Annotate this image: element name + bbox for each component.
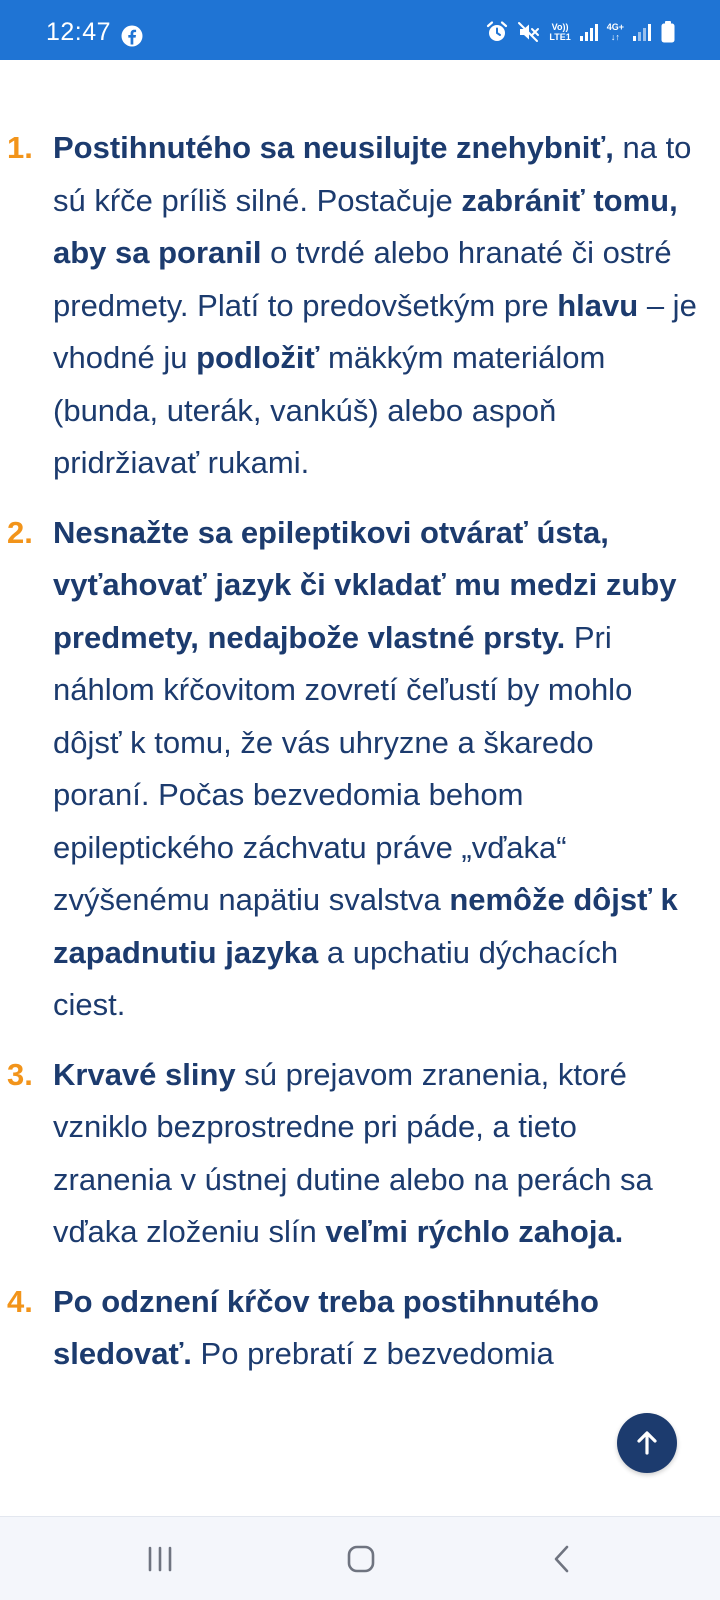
list-item-text — [53, 515, 678, 1023]
bold-text-segment: Nesnažte sa epileptikovi otvárať ústa, vyťahovať jazyk či vkladať mu medzi zuby predmety, nedajbože vlastné prsty. — [53, 514, 677, 655]
bold-text-segment: zabrániť tomu, aby sa poranil — [53, 182, 678, 270]
scroll-to-top-button[interactable] — [617, 1413, 677, 1473]
mute-icon — [517, 20, 541, 44]
facebook-notification-icon — [121, 25, 143, 47]
volte-top-label: Vo)) — [551, 22, 569, 32]
list-item — [0, 1276, 720, 1381]
recents-icon — [145, 1544, 175, 1574]
back-icon — [547, 1544, 577, 1574]
status-time: 12:47 — [46, 18, 112, 46]
article-content — [0, 60, 720, 1516]
text-segment: – je vhodné ju — [53, 287, 697, 375]
back-button[interactable] — [532, 1537, 592, 1581]
list-item-number: 4. — [7, 1283, 33, 1319]
list-item-number: 1. — [7, 130, 33, 165]
first-aid-list — [0, 122, 720, 1398]
list-item-number: 2. — [7, 514, 33, 550]
text-segment: Po prebratí z bezvedomia — [191, 1336, 554, 1371]
bold-text-segment: veľmi rýchlo zahoja. — [325, 1214, 624, 1249]
status-bar — [0, 0, 720, 60]
list-item-text — [53, 1057, 653, 1250]
bold-text-segment: Krvavé sliny — [53, 1056, 236, 1092]
list-item-number: 3. — [7, 1056, 33, 1092]
battery-icon — [660, 20, 676, 44]
bold-text-segment: podložiť — [196, 340, 320, 375]
bold-text-segment: hlavu — [557, 287, 639, 323]
arrow-up-icon — [632, 1428, 662, 1458]
signal-strength-2-icon — [632, 22, 652, 42]
text-segment: mäkkým materiálom (bunda, uterák, vankúš) alebo aspoň pridržiavať rukami. — [53, 340, 606, 480]
list-item — [0, 507, 720, 1032]
status-icons — [485, 19, 676, 45]
home-icon — [346, 1544, 376, 1574]
list-item-text — [53, 130, 697, 480]
recents-button[interactable] — [130, 1537, 190, 1581]
signal-strength-icon — [579, 22, 599, 42]
text-segment: a upchatiu dýchacích ciest. — [53, 934, 619, 1022]
navigation-bar — [0, 1516, 720, 1600]
bold-text-segment: Po odznení kŕčov treba postihnutého sledovať. — [53, 1283, 599, 1371]
data-arrows-icon: ↓↑ — [610, 32, 620, 42]
volte-bottom-label: LTE1 — [549, 32, 571, 42]
bold-text-segment: Postihnutého sa neusilujte znehybniť, — [53, 130, 614, 165]
home-button[interactable] — [331, 1537, 391, 1581]
text-segment: o tvrdé alebo hranaté či ostré predmety. Platí to predovšetkým pre — [53, 235, 672, 323]
text-segment: sú prejavom zranenia, ktoré vzniklo bezprostredne pri páde, a tieto zranenia v ústnej dutine alebo na perách sa vďaka zloženiu slín — [53, 1056, 653, 1249]
bold-text-segment: nemôže dôjsť k zapadnutiu jazyka — [53, 882, 678, 970]
alarm-icon — [485, 20, 509, 44]
list-item-text — [53, 1284, 599, 1372]
text-segment: na to sú kŕče príliš silné. Postačuje — [53, 130, 692, 218]
list-item — [0, 122, 720, 490]
network-type-indicator — [607, 22, 624, 42]
text-segment: Pri náhlom kŕčovitom zovretí čeľustí by mohlo dôjsť k tomu, že vás uhryzne a škaredo poraní. Počas bezvedomia behom epileptického záchvatu práve „vďaka“ zvýšenému napätiu svalstva — [53, 619, 633, 917]
network-type-label: 4G+ — [606, 22, 624, 32]
list-item — [0, 1049, 720, 1259]
volte-indicator — [549, 22, 570, 42]
